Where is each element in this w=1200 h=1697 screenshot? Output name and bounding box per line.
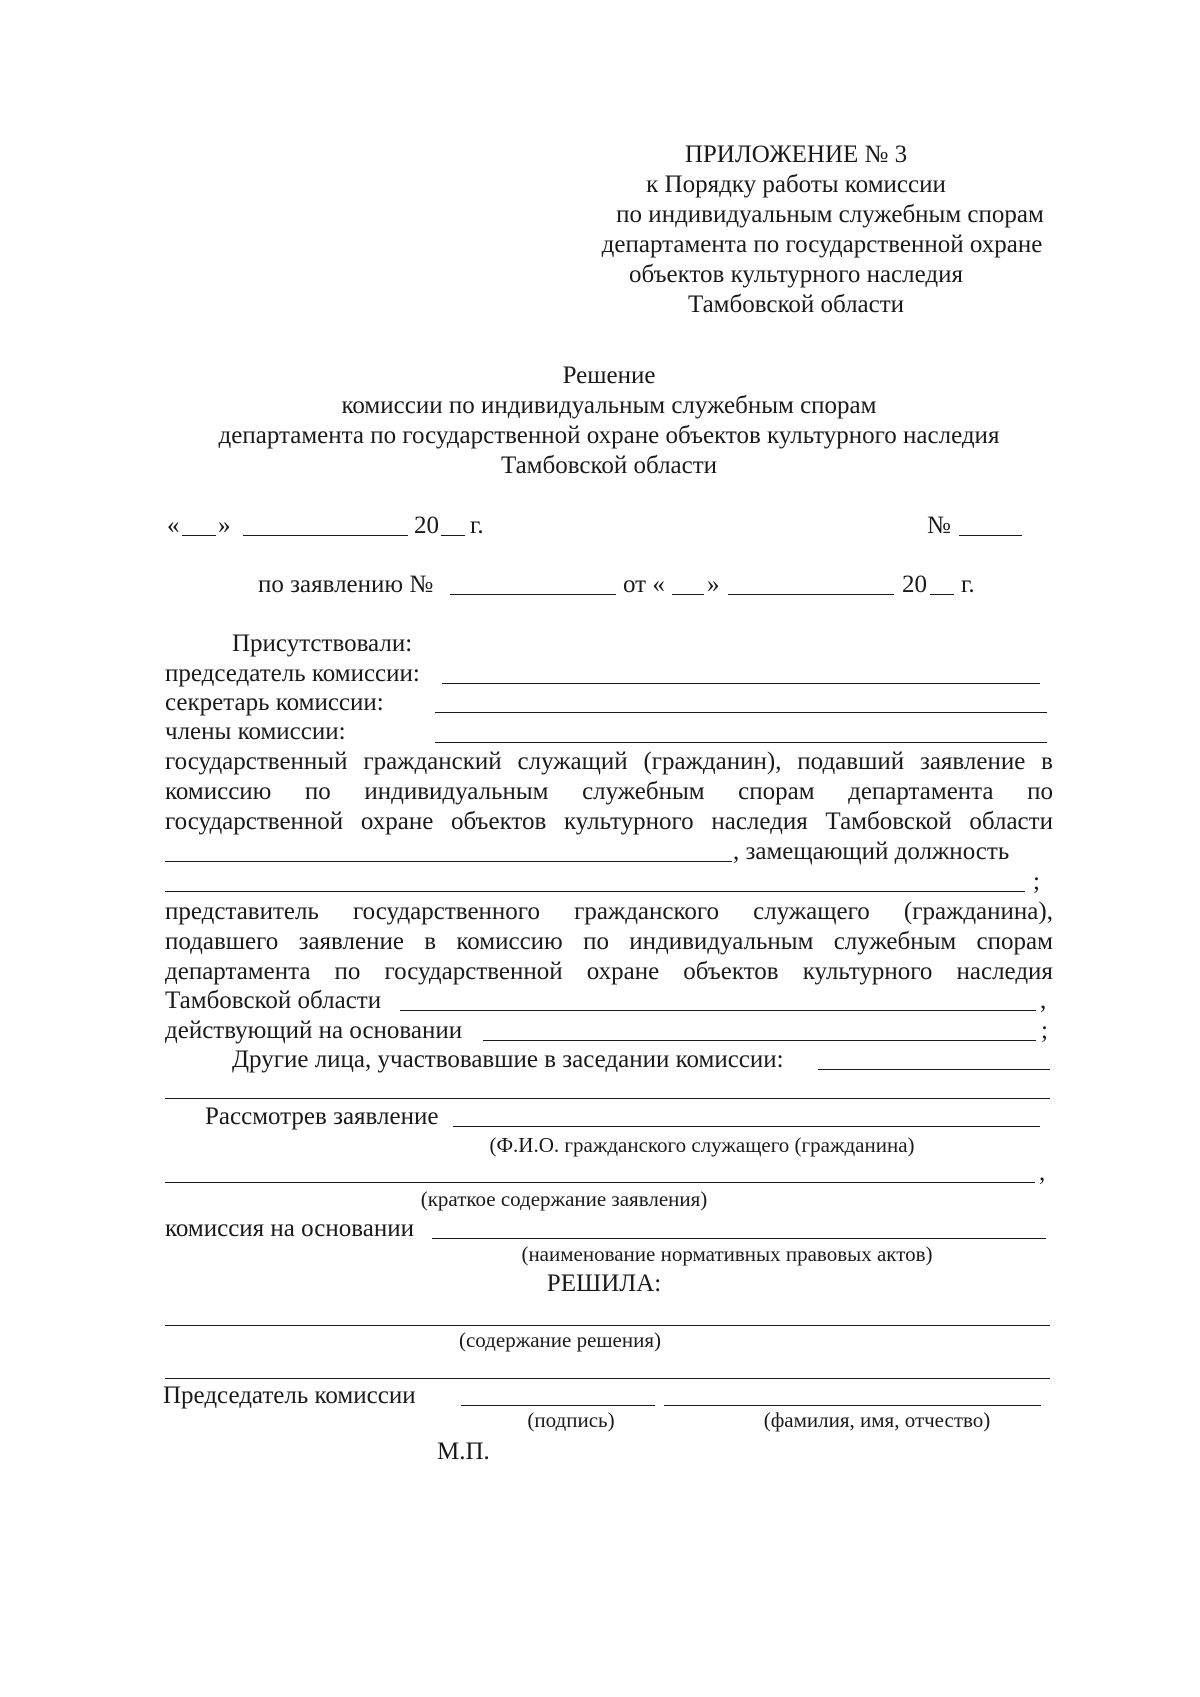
date-month-blank[interactable]: [243, 535, 408, 536]
chairman-blank[interactable]: [442, 683, 1040, 684]
review-comma: ,: [1039, 1159, 1046, 1186]
appendix-line: объектов культурного наследия: [629, 261, 963, 288]
members-label: члены комиссии:: [165, 718, 346, 745]
chairman-label: председатель комиссии:: [165, 660, 420, 687]
application-day-blank[interactable]: [672, 594, 704, 595]
decision-line: комиссии по индивидуальным служебным спорам: [341, 392, 877, 419]
application-close-quote: »: [707, 571, 720, 598]
position-suffix: , замещающий должность: [733, 838, 1010, 865]
decision-content-blank-2[interactable]: [165, 1378, 1050, 1379]
representative-region: Тамбовской области: [165, 987, 382, 1014]
date-close-quote: »: [218, 512, 231, 539]
content-hint: (содержание решения): [458, 1328, 662, 1352]
basis-blank[interactable]: [432, 1238, 1046, 1239]
application-year-blank[interactable]: [930, 594, 954, 595]
applicant-line-1: государственный гражданский служащий (гражданин), подавший заявление в: [165, 748, 1053, 775]
appendix-line: департамента по государственной охране: [601, 231, 1043, 258]
acting-basis-label: действующий на основании: [165, 1017, 463, 1044]
appendix-line: к Порядку работы комиссии: [646, 171, 946, 198]
representative-blank[interactable]: [400, 1010, 1036, 1011]
acts-hint: (наименование нормативных правовых актов): [521, 1242, 933, 1266]
position-semicolon: ;: [1033, 868, 1040, 895]
other-persons-blank-2[interactable]: [165, 1098, 1050, 1099]
fio-hint: (Ф.И.О. гражданского служащего (гражданина): [489, 1133, 915, 1157]
representative-line-3: департамента по государственной охране объектов культурного наследия: [165, 958, 1053, 985]
representative-line-1: представитель государственного гражданского служащего (гражданина),: [165, 898, 1053, 925]
application-year-suffix: г.: [961, 571, 975, 598]
representative-comma: ,: [1040, 987, 1047, 1014]
application-from: от «: [623, 571, 665, 598]
stamp-mark: М.П.: [437, 1438, 490, 1465]
position-blank[interactable]: [165, 891, 1025, 892]
appendix-line: Тамбовской области: [687, 291, 905, 318]
summary-hint: (краткое содержание заявления): [420, 1187, 708, 1211]
application-month-blank[interactable]: [728, 594, 894, 595]
review-fio-blank[interactable]: [453, 1126, 1040, 1127]
review-summary-blank[interactable]: [165, 1182, 1035, 1183]
appendix-title: ПРИЛОЖЕНИЕ № 3: [684, 141, 908, 168]
date-open-quote: «: [167, 512, 180, 539]
members-blank[interactable]: [435, 742, 1047, 743]
decision-line: департамента по государственной охране объектов культурного наследия: [218, 422, 1000, 449]
date-year-prefix: 20: [414, 512, 439, 539]
application-number-blank[interactable]: [450, 594, 616, 595]
secretary-blank[interactable]: [435, 712, 1047, 713]
decision-title: Решение: [562, 362, 656, 389]
review-label: Рассмотрев заявление: [205, 1103, 439, 1130]
signature-name-blank[interactable]: [664, 1405, 1041, 1406]
signature-chairman-label: Председатель комиссии: [163, 1382, 416, 1409]
decision-content-blank[interactable]: [165, 1325, 1050, 1326]
application-label: по заявлению №: [258, 571, 434, 598]
decided-heading: РЕШИЛА:: [546, 1270, 662, 1297]
date-day-blank[interactable]: [182, 535, 216, 536]
applicant-name-blank[interactable]: [165, 861, 732, 862]
applicant-line-3: государственной охране объектов культурного наследия Тамбовской области: [165, 808, 1053, 835]
decision-number-sign: №: [927, 512, 951, 539]
date-year-suffix: г.: [470, 512, 484, 539]
name-hint: (фамилия, имя, отчество): [763, 1408, 991, 1432]
application-year-prefix: 20: [902, 571, 927, 598]
present-heading: Присутствовали:: [232, 630, 413, 657]
other-persons-blank-1[interactable]: [818, 1069, 1050, 1070]
decision-line: Тамбовской области: [500, 452, 718, 479]
sign-hint: (подпись): [527, 1408, 615, 1432]
representative-line-2: подавшего заявление в комиссию по индивидуальным служебным спорам: [165, 928, 1053, 955]
signature-blank[interactable]: [461, 1405, 655, 1406]
applicant-line-2: комиссию по индивидуальным служебным спорам департамента по: [165, 778, 1053, 805]
other-persons-label: Другие лица, участвовавшие в заседании комиссии:: [232, 1046, 784, 1073]
acting-basis-semicolon: ;: [1041, 1017, 1048, 1044]
date-year-blank[interactable]: [441, 535, 465, 536]
basis-label: комиссия на основании: [165, 1215, 414, 1242]
decision-number-blank[interactable]: [959, 535, 1022, 536]
appendix-line: по индивидуальным служебным спорам: [616, 201, 1044, 228]
secretary-label: секретарь комиссии:: [165, 689, 384, 716]
acting-basis-blank[interactable]: [483, 1040, 1036, 1041]
